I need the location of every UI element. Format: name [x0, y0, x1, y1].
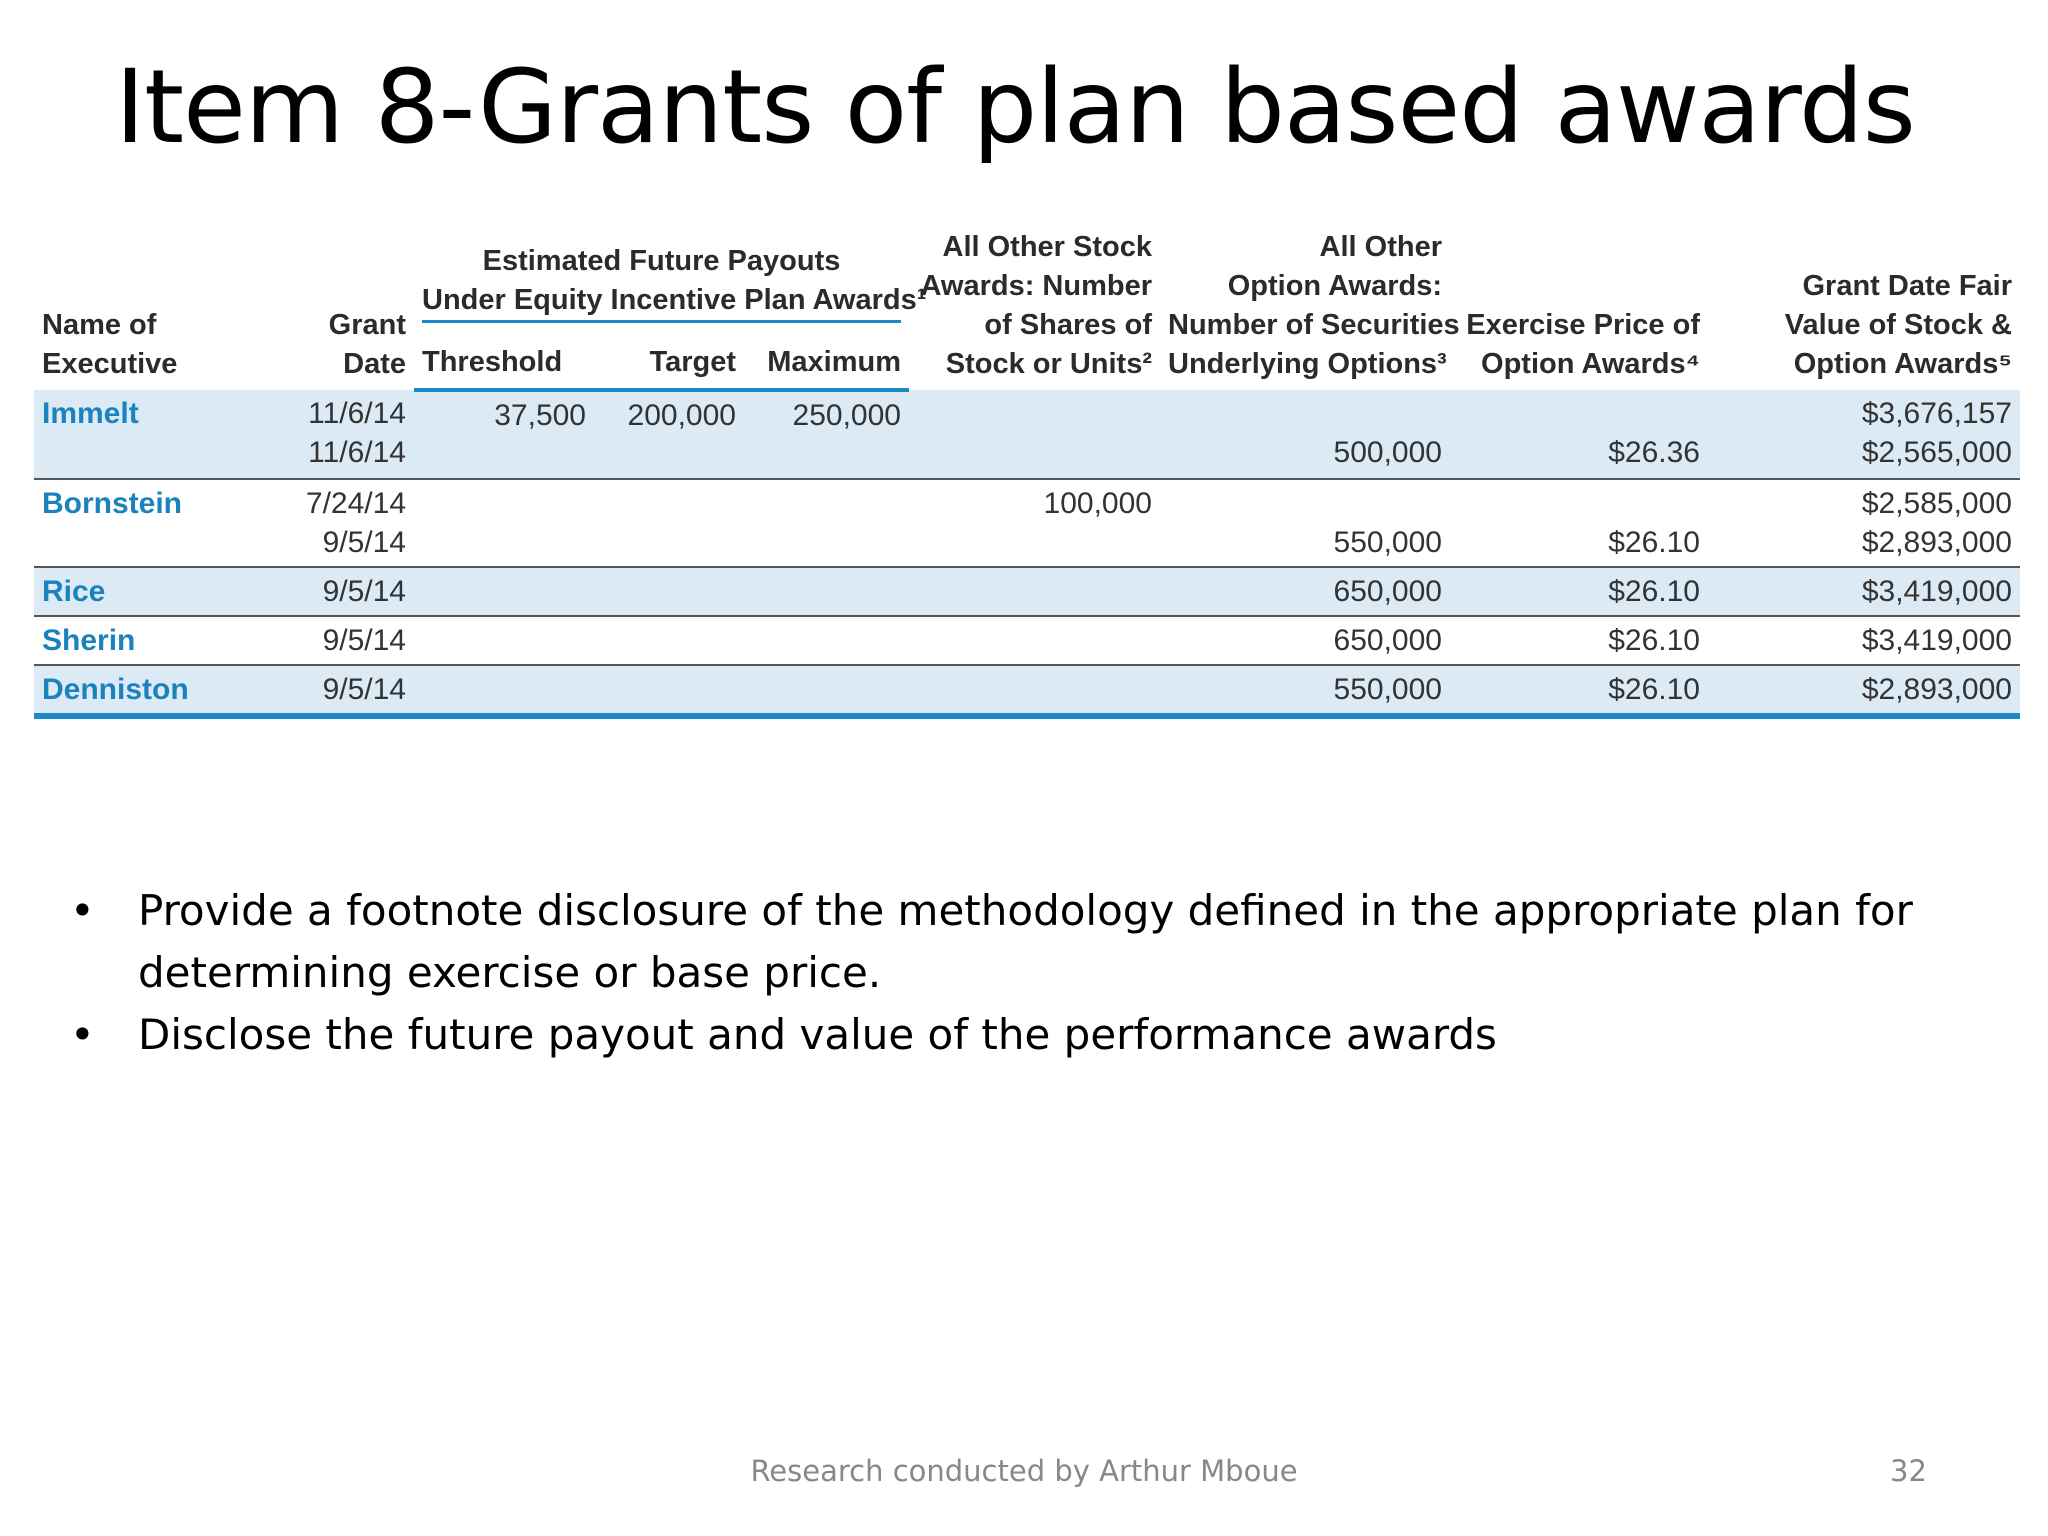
- cell-exercise-price: $26.10: [1450, 616, 1708, 665]
- cell-threshold: [414, 567, 594, 616]
- cell-fair-value: $3,676,157 $2,565,000: [1708, 390, 2020, 479]
- cell-target: [594, 479, 744, 567]
- cell-exercise-price: $26.10: [1450, 479, 1708, 567]
- cell-stock-awards: [909, 390, 1160, 479]
- cell-threshold: [414, 616, 594, 665]
- cell-maximum: [744, 567, 909, 616]
- cell-fair-value: $3,419,000: [1708, 567, 2020, 616]
- cell-option-awards: 550,000: [1160, 665, 1450, 716]
- cell-target: [594, 665, 744, 716]
- header-maximum: Maximum: [744, 329, 909, 390]
- cell-exercise-price: $26.36: [1450, 390, 1708, 479]
- grants-table-container: [34, 228, 2020, 719]
- cell-executive-name: Rice: [34, 567, 234, 616]
- bullet-text: Provide a footnote disclosure of the methodology defined in the appropriate plan for determining exercise or base price.: [138, 886, 1913, 997]
- header-grant-date: Grant Date: [328, 309, 406, 380]
- grants-table-body: [34, 390, 2020, 716]
- table-row: [34, 390, 2020, 479]
- cell-grant-date: 9/5/14: [234, 567, 414, 616]
- cell-exercise-price: $26.10: [1450, 665, 1708, 716]
- header-row-top: [34, 228, 2020, 329]
- bullet-list: [70, 880, 1970, 1066]
- grants-table: [34, 228, 2020, 719]
- header-all-other-stock-awards: All Other Stock Awards: Number of Shares of Stock or Units²: [920, 231, 1152, 380]
- cell-maximum: [744, 479, 909, 567]
- cell-option-awards: 650,000: [1160, 567, 1450, 616]
- cell-stock-awards: [909, 616, 1160, 665]
- cell-grant-date: 7/24/14 9/5/14: [234, 479, 414, 567]
- cell-executive-name: Sherin: [34, 616, 234, 665]
- cell-maximum: 250,000: [744, 390, 909, 479]
- cell-executive-name: Bornstein: [34, 479, 234, 567]
- cell-stock-awards: [909, 665, 1160, 716]
- header-threshold: Threshold: [414, 329, 594, 390]
- header-target: Target: [594, 329, 744, 390]
- table-row: [34, 616, 2020, 665]
- cell-grant-date: 11/6/14 11/6/14: [234, 390, 414, 479]
- cell-executive-name: Denniston: [34, 665, 234, 716]
- cell-fair-value: $2,893,000: [1708, 665, 2020, 716]
- cell-target: 200,000: [594, 390, 744, 479]
- header-estimated-future-payouts: Estimated Future Payouts Under Equity Incentive Plan Awards¹: [414, 228, 909, 329]
- bullet-dot: •: [70, 1010, 95, 1059]
- table-row: [34, 665, 2020, 716]
- cell-maximum: [744, 665, 909, 716]
- cell-option-awards: 650,000: [1160, 616, 1450, 665]
- header-grant-date-fair-value: Grant Date Fair Value of Stock & Option Awards⁵: [1784, 270, 2012, 380]
- table-row: [34, 567, 2020, 616]
- cell-threshold: [414, 479, 594, 567]
- cell-option-awards: 500,000: [1160, 390, 1450, 479]
- cell-stock-awards: 100,000: [909, 479, 1160, 567]
- cell-fair-value: $2,585,000 $2,893,000: [1708, 479, 2020, 567]
- footer-credit: Research conducted by Arthur Mboue: [750, 1454, 1298, 1488]
- bullet-text: Disclose the future payout and value of the performance awards: [138, 1010, 1497, 1059]
- page-number: 32: [1890, 1454, 1927, 1488]
- header-all-other-option-awards: All Other Option Awards: Number of Securities Underlying Options³: [1168, 231, 1460, 380]
- cell-exercise-price: $26.10: [1450, 567, 1708, 616]
- cell-threshold: [414, 665, 594, 716]
- cell-target: [594, 567, 744, 616]
- cell-option-awards: 550,000: [1160, 479, 1450, 567]
- header-name-of-executive: Name of Executive: [42, 309, 178, 380]
- cell-fair-value: $3,419,000: [1708, 616, 2020, 665]
- cell-threshold: 37,500: [414, 390, 594, 479]
- header-exercise-price: Exercise Price of Option Awards⁴: [1466, 309, 1700, 380]
- cell-maximum: [744, 616, 909, 665]
- cell-executive-name: Immelt: [34, 390, 234, 479]
- table-row: [34, 479, 2020, 567]
- bullet-dot: •: [70, 886, 95, 935]
- cell-grant-date: 9/5/14: [234, 616, 414, 665]
- cell-grant-date: 9/5/14: [234, 665, 414, 716]
- cell-stock-awards: [909, 567, 1160, 616]
- bullet-item: [70, 1004, 1970, 1066]
- bullet-item: [70, 880, 1970, 1004]
- cell-target: [594, 616, 744, 665]
- slide-title: Item 8-Grants of plan based awards: [115, 48, 1915, 167]
